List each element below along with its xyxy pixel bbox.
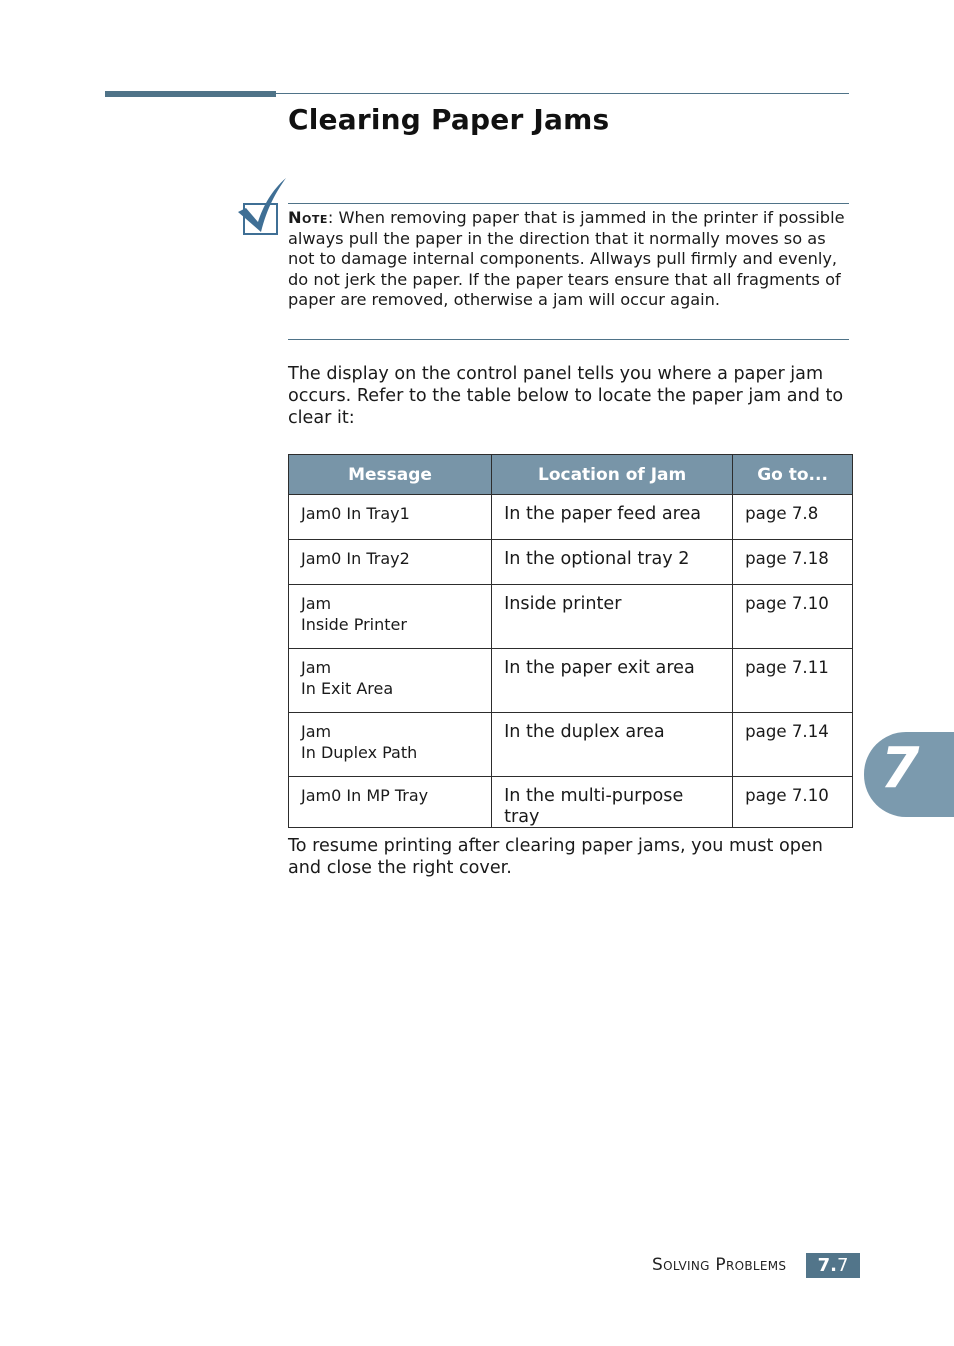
note-rule-bottom (288, 339, 849, 340)
note-separator: : (327, 208, 334, 227)
message-line: Jam (301, 722, 332, 741)
page-number: 7 (836, 1255, 849, 1276)
header-goto: Go to... (733, 455, 853, 495)
cell-message (289, 540, 492, 585)
message-line: In Duplex Path (301, 742, 418, 762)
note-rule-top (288, 203, 849, 204)
message-line: Jam (301, 594, 332, 613)
table-header-row (289, 455, 853, 495)
paper-jam-table (288, 454, 853, 828)
message-line: Jam0 In Tray1 (301, 504, 410, 523)
cell-message (289, 585, 492, 649)
intro-paragraph: The display on the control panel tells you where a paper jam occurs. Refer to the table below to locate the paper jam and to clear it: (288, 364, 844, 428)
cell-location: In the multi-purpose tray (492, 777, 733, 828)
footer-page-number (806, 1253, 860, 1278)
cell-goto: page 7.10 (733, 777, 853, 828)
table-row (289, 713, 853, 777)
cell-goto: page 7.10 (733, 585, 853, 649)
message-line: Jam0 In MP Tray (301, 786, 429, 805)
table-row (289, 540, 853, 585)
message-line: Inside Printer (301, 614, 407, 634)
note-label: Note (288, 208, 328, 227)
chapter-tab (864, 732, 954, 817)
message-line: In Exit Area (301, 678, 394, 698)
header-message: Message (289, 455, 492, 495)
outro-paragraph: To resume printing after clearing paper jams, you must open and close the right cover. (288, 836, 823, 878)
header-rule-thick (105, 91, 276, 97)
header-location: Location of Jam (492, 455, 733, 495)
page-title: Clearing Paper Jams (288, 103, 610, 136)
note-text: When removing paper that is jammed in the printer if possible always pull the paper in the direction that it normally moves so as not to damage internal components. Allways pull firmly and evenly, do not jerk the paper. If the paper tears ensure that all fragments of paper are removed, otherwise a jam will occur again. (288, 208, 845, 309)
cell-message (289, 649, 492, 713)
table-row (289, 649, 853, 713)
cell-goto: page 7.8 (733, 495, 853, 540)
cell-location: Inside printer (492, 585, 733, 649)
message-line: Jam (301, 658, 332, 677)
cell-message (289, 495, 492, 540)
note-block (288, 208, 848, 311)
checkmark-note-icon (236, 176, 288, 238)
cell-location: In the paper exit area (492, 649, 733, 713)
page-chapter: 7. (817, 1255, 837, 1276)
header-rule-thin (276, 93, 849, 94)
table-row (289, 585, 853, 649)
footer-section-title: Solving Problems (652, 1255, 787, 1275)
chapter-tab-number: 7 (880, 736, 920, 801)
cell-message (289, 713, 492, 777)
cell-message (289, 777, 492, 828)
cell-location: In the paper feed area (492, 495, 733, 540)
cell-location: In the optional tray 2 (492, 540, 733, 585)
table-row (289, 777, 853, 828)
cell-goto: page 7.18 (733, 540, 853, 585)
message-line: Jam0 In Tray2 (301, 549, 410, 568)
cell-goto: page 7.14 (733, 713, 853, 777)
table-row (289, 495, 853, 540)
cell-location: In the duplex area (492, 713, 733, 777)
cell-goto: page 7.11 (733, 649, 853, 713)
